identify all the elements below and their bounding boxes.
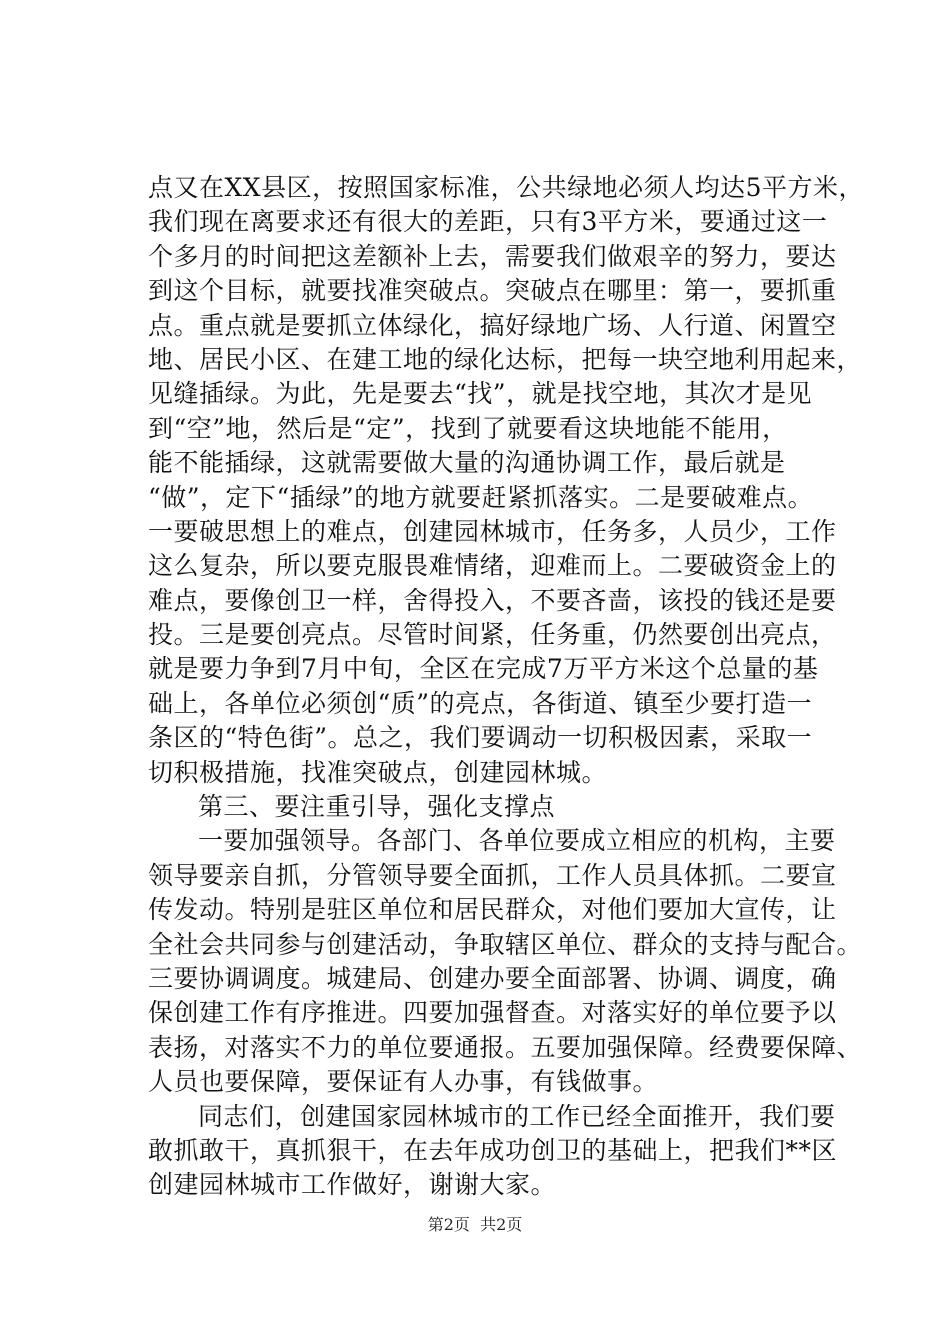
text-line: 同志们，创建国家园林城市的工作已经全面推开，我们要 (198, 1101, 836, 1131)
text-line: 础上，各单位必须创“质”的亮点，各街道、镇至少要打造一 (148, 688, 813, 718)
text-line: 点又在XX县区，按照国家标准，公共绿地必须人均达5平方米， (148, 173, 865, 202)
text-line: 条区的“特色街”。总之，我们要调动一切积极因素，采取一 (148, 723, 813, 753)
text-line: 一要破思想上的难点，创建园林城市，任务多，人员少，工作 (148, 516, 837, 546)
document-body (148, 171, 865, 1203)
text-line: 敢抓敢干，真抓狠干，在去年成功创卫的基础上，把我们**区 (148, 1135, 838, 1165)
text-line: 全社会共同参与创建活动，争取辖区单位、群众的支持与配合。 (148, 929, 863, 959)
text-line: 投。三是要创亮点。尽管时间紧，任务重，仍然要创出亮点， (148, 620, 837, 650)
text-line: 一要加强领导。各部门、各单位要成立相应的机构，主要 (198, 826, 836, 856)
text-line: 切积极措施，找准突破点，创建园林城。 (148, 757, 608, 787)
text-line: 到这个目标，就要找准突破点。突破点在哪里：第一，要抓重 (148, 276, 837, 306)
text-line: 保创建工作有序推进。四要加强督查。对落实好的单位要予以 (148, 998, 837, 1028)
text-line: 这么复杂，所以要克服畏难情绪，迎难而上。二要破资金上的 (148, 551, 837, 581)
text-line: 个多月的时间把这差额补上去，需要我们做艰辛的努力，要达 (148, 241, 837, 271)
page-number-footer: 第2页 共2页 (427, 1215, 523, 1234)
text-line: 创建园林城市工作做好，谢谢大家。 (148, 1170, 557, 1200)
text-line: 能不能插绿，这就需要做大量的沟通协调工作，最后就是 (148, 448, 786, 478)
text-line: 就是要力争到7月中旬，全区在完成7万平方米这个总量的基 (148, 654, 819, 684)
text-line: 见缝插绿。为此，先是要去“找”，就是找空地，其次才是见 (148, 379, 813, 409)
text-line: 三要协调调度。城建局、创建办要全面部署、协调、调度，确 (148, 963, 837, 993)
text-line: 第三、要注重引导，强化支撑点 (198, 792, 556, 822)
text-line: 传发动。特别是驻区单位和居民群众，对他们要加大宣传，让 (148, 895, 837, 925)
text-line: 人员也要保障，要保证有人办事，有钱做事。 (148, 1067, 659, 1097)
text-line: 点。重点就是要抓立体绿化，搞好绿地广场、人行道、闲置空 (148, 310, 837, 340)
text-line: 表扬，对落实不力的单位要通报。五要加强保障。经费要保障、 (148, 1032, 863, 1062)
text-line: 领导要亲自抓，分管领导要全面抓，工作人员具体抓。二要宣 (148, 860, 837, 890)
text-line: 到“空”地，然后是“定”，找到了就要看这块地能不能用， (148, 413, 788, 443)
text-line: “做”，定下“插绿”的地方就要赶紧抓落实。二是要破难点。 (148, 482, 814, 512)
text-line: 难点，要像创卫一样，舍得投入，不要吝啬，该投的钱还是要 (148, 585, 837, 615)
text-line: 地、居民小区、在建工地的绿化达标，把每一块空地利用起来， (148, 344, 863, 374)
text-line: 我们现在离要求还有很大的差距，只有3平方米，要通过这一 (148, 207, 828, 237)
